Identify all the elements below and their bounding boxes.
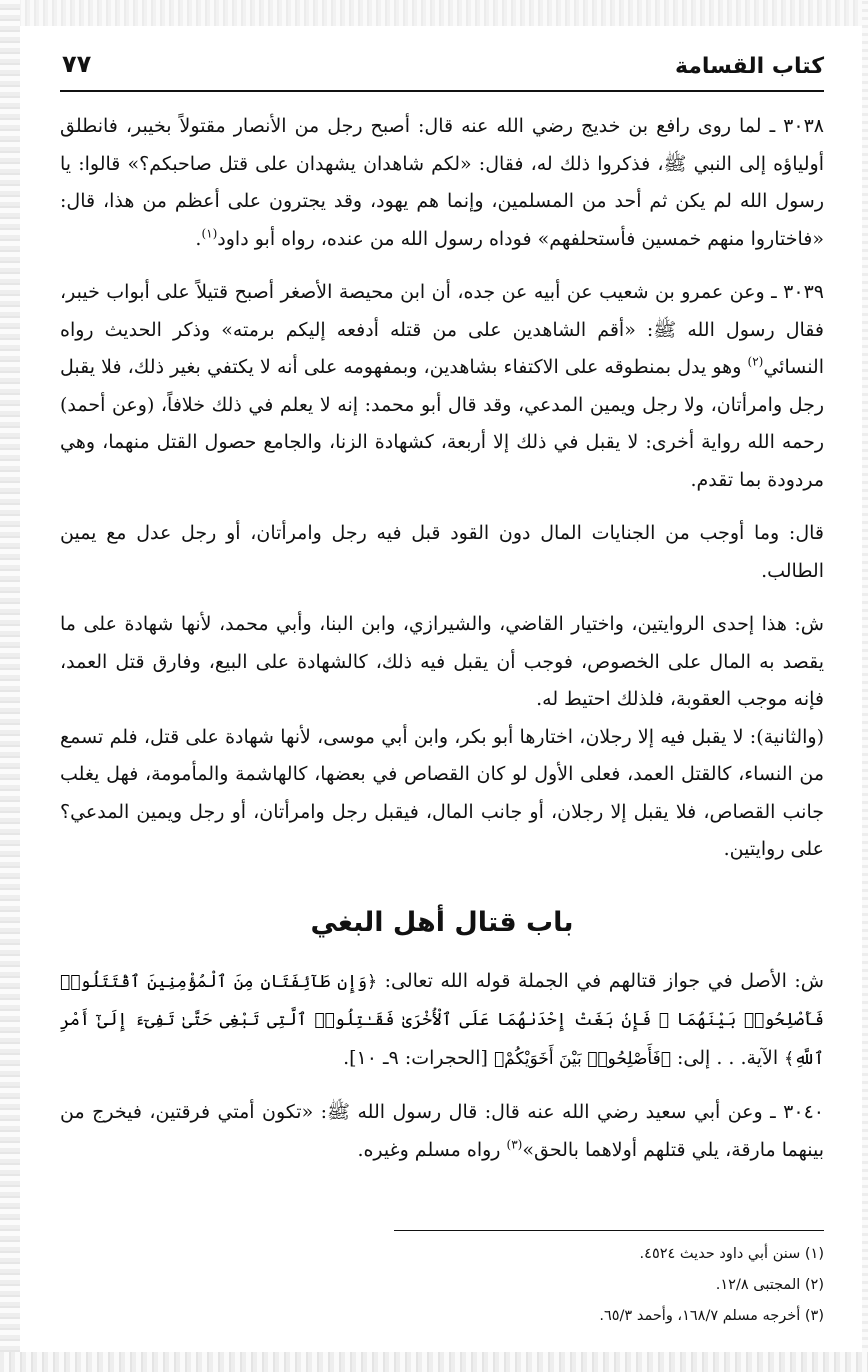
page-number: ٧٧ bbox=[62, 50, 92, 78]
paragraph-text-cont: الآية. . . إلى: bbox=[670, 1046, 785, 1069]
footnote-ref-3[interactable]: (٣) bbox=[506, 1137, 523, 1152]
footnote-2: (٢) المجتبى ١٢/٨. bbox=[715, 1277, 824, 1293]
paragraph-text-cont: وهو يدل بمنطوقه على الاكتفاء بشاهدين، وبمفهومه على أنه لا يكتفي بغير ذلك، فلا يقبل رجل وامرأتان، ولا رجل ويمين المدعي، وقد قال أبو محمد: إنه لا يعلم في ذلك خلافاً، (وعن أحمد) رحمه الله رواية أخرى: لا يقبل في ذلك إلا أربعة، كشهادة الزنا، والجامع حصول القتل منهما، وهي مردودة بما تقدم. bbox=[60, 356, 824, 491]
paragraph-text: ش: الأصل في جواز قتالهم في الجملة قوله الله تعالى: bbox=[377, 969, 824, 992]
page-header bbox=[60, 40, 824, 92]
paragraph-sharh: ش: هذا إحدى الروايتين، واختيار القاضي، والشيرازي، وابن البنا، وأبي محمد، لأنها شهادة على ما يقصد به المال على الخصوص، فوجب أن يقبل فيه ذلك، كالشهادة على البيع، وفارق قتل العمد، فإنه موجب العقوبة، فلذلك احتيط له. bbox=[60, 613, 824, 710]
footnote-ref-2[interactable]: (٢) bbox=[747, 354, 764, 369]
scan-border-left bbox=[0, 0, 20, 1372]
quran-verse-end: ﴿فَأَصْلِحُوا۟ بَيْنَ أَخَوَيْكُمْ﴾ bbox=[493, 1048, 671, 1069]
paragraph-text: ٣٠٣٩ ـ وعن عمرو بن شعيب عن أبيه عن جده، أن ابن محيصة الأصغر أصبح قتيلاً على أبواب خيبر، فقال رسول الله ﷺ: «أقم الشاهدين على من قتله أدفعه إليكم برمته» وذكر الحديث رواه النسائي bbox=[60, 281, 824, 378]
footnotes bbox=[44, 1230, 824, 1332]
paragraph-text: ٣٠٤٠ ـ وعن أبي سعيد رضي الله عنه قال: قال رسول الله ﷺ: «تكون أمتي فرقتين، فيخرج من بينهما مارقة، يلي قتلهم أولاهما بالحق» bbox=[60, 1101, 824, 1161]
paragraph-hadith-3038 bbox=[60, 108, 824, 258]
footnote-divider bbox=[394, 1230, 824, 1231]
scan-border-top bbox=[0, 0, 868, 26]
quran-verse: ﴿وَإِن طَآئِفَتَانِ مِنَ ٱلْمُؤْمِنِينَ ٱقْتَتَلُوا۟ فَأَصْلِحُوا۟ بَيْنَهُمَا ۖ فَإِنۢ بَغَتْ إِحْدَىٰهُمَا عَلَى ٱلْأُخْرَىٰ فَقَـٰتِلُوا۟ ٱلَّتِى تَبْغِى حَتَّىٰ تَفِىٓءَ إِلَىٰٓ أَمْرِ ٱللَّهِ﴾ bbox=[60, 971, 824, 1069]
scan-border-right bbox=[862, 0, 868, 1372]
footnote-3: (٣) أخرجه مسلم ١٦٨/٧، وأحمد ٦٥/٣. bbox=[599, 1308, 824, 1324]
paragraph-end: . bbox=[195, 227, 202, 250]
paragraph-second-narration: (والثانية): لا يقبل فيه إلا رجلان، اختارها أبو بكر، وابن أبي موسى، لأنها شهادة على قتل، فلم تسمع من النساء، كالقتل العمد، فعلى الأول لو كان القصاص في بعضها، كالهاشمة والمأمومة، فهل يغلب جانب القصاص، فلا يقبل إلا رجلان، أو جانب المال، فيقبل رجل وامرأتان، أو رجل ويمين المدعي؟ على روايتين. bbox=[60, 725, 824, 860]
surah-reference: [الحجرات: ٩ـ ١٠]. bbox=[343, 1046, 494, 1069]
scan-border-bottom bbox=[0, 1352, 868, 1372]
paragraph-matn-qal: قال: وما أوجب من الجنايات المال دون القود قبل فيه رجل وامرأتان، أو رجل عدل مع يمين الطالب. bbox=[60, 522, 824, 582]
footnote-1: (١) سنن أبي داود حديث ٤٥٢٤. bbox=[639, 1246, 824, 1262]
section-heading: باب قتال أهل البغي bbox=[310, 906, 574, 938]
page-body bbox=[60, 108, 824, 1169]
running-title: كتاب القسامة bbox=[674, 54, 824, 79]
paragraph-hadith-3040 bbox=[60, 1094, 824, 1169]
footnote-ref-1[interactable]: (١) bbox=[201, 226, 218, 241]
paragraph-quran-citation bbox=[60, 963, 824, 1079]
paragraph-text: ٣٠٣٨ ـ لما روى رافع بن خديج رضي الله عنه قال: أصبح رجل من الأنصار مقتولاً بخيبر، فانطلق أولياؤه إلى النبي ﷺ، فذكروا ذلك له، فقال: «لكم شاهدان يشهدان على قتل صاحبكم؟» قالوا: يا رسول الله لم يكن ثم أحد من المسلمين، وإنما هم يهود، وقد يجترون على أعظم من هذا، قال: «فاختاروا منهم خمسين فأستحلفهم» فوداه رسول الله من عنده، رواه أبو داود bbox=[60, 115, 824, 250]
paragraph-hadith-3039 bbox=[60, 274, 824, 499]
paragraph-text-cont: رواه مسلم وغيره. bbox=[357, 1138, 507, 1161]
